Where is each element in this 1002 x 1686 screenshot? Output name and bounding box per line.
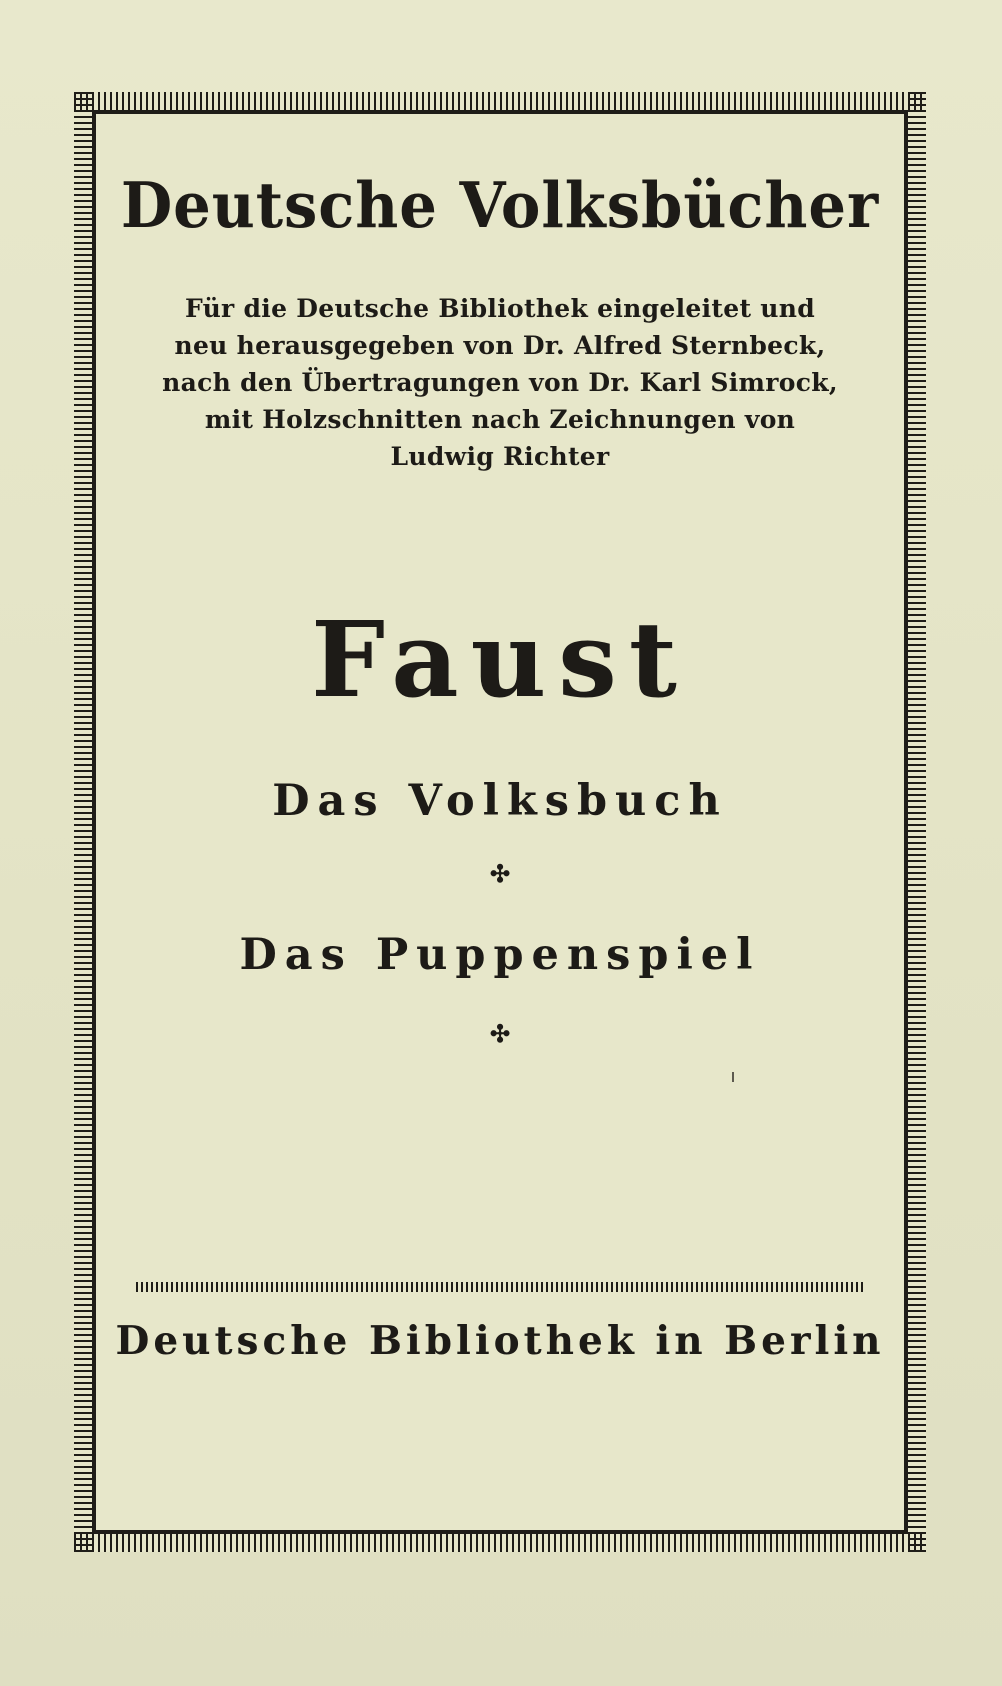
intro-line-3: nach den Übertragungen von Dr. Karl Simrock, (162, 368, 838, 397)
book-title: Faust (311, 598, 689, 721)
ornament-icon: ✣ (489, 859, 511, 888)
intro-line-1: Für die Deutsche Bibliothek eingeleitet und (184, 294, 816, 323)
title-page-content (96, 114, 904, 1530)
ornament-icon: ✣ (489, 1019, 511, 1048)
introduction-text (136, 290, 864, 475)
series-title: Deutsche Volksbücher (120, 168, 880, 242)
publisher-line: Deutsche Bibliothek in Berlin (115, 1318, 885, 1364)
decorative-border-frame (74, 92, 926, 1552)
paper-mark (732, 1072, 734, 1082)
intro-line-2: neu herausgegeben von Dr. Alfred Sternbeck, (174, 331, 826, 360)
intro-line-4: mit Holzschnitten nach Zeichnungen von (204, 405, 796, 434)
subtitle-volksbuch: Das Volksbuch (272, 776, 728, 826)
subtitle-puppenspiel: Das Puppenspiel (239, 930, 761, 980)
intro-line-5: Ludwig Richter (390, 442, 610, 471)
publisher-rule (136, 1282, 864, 1292)
